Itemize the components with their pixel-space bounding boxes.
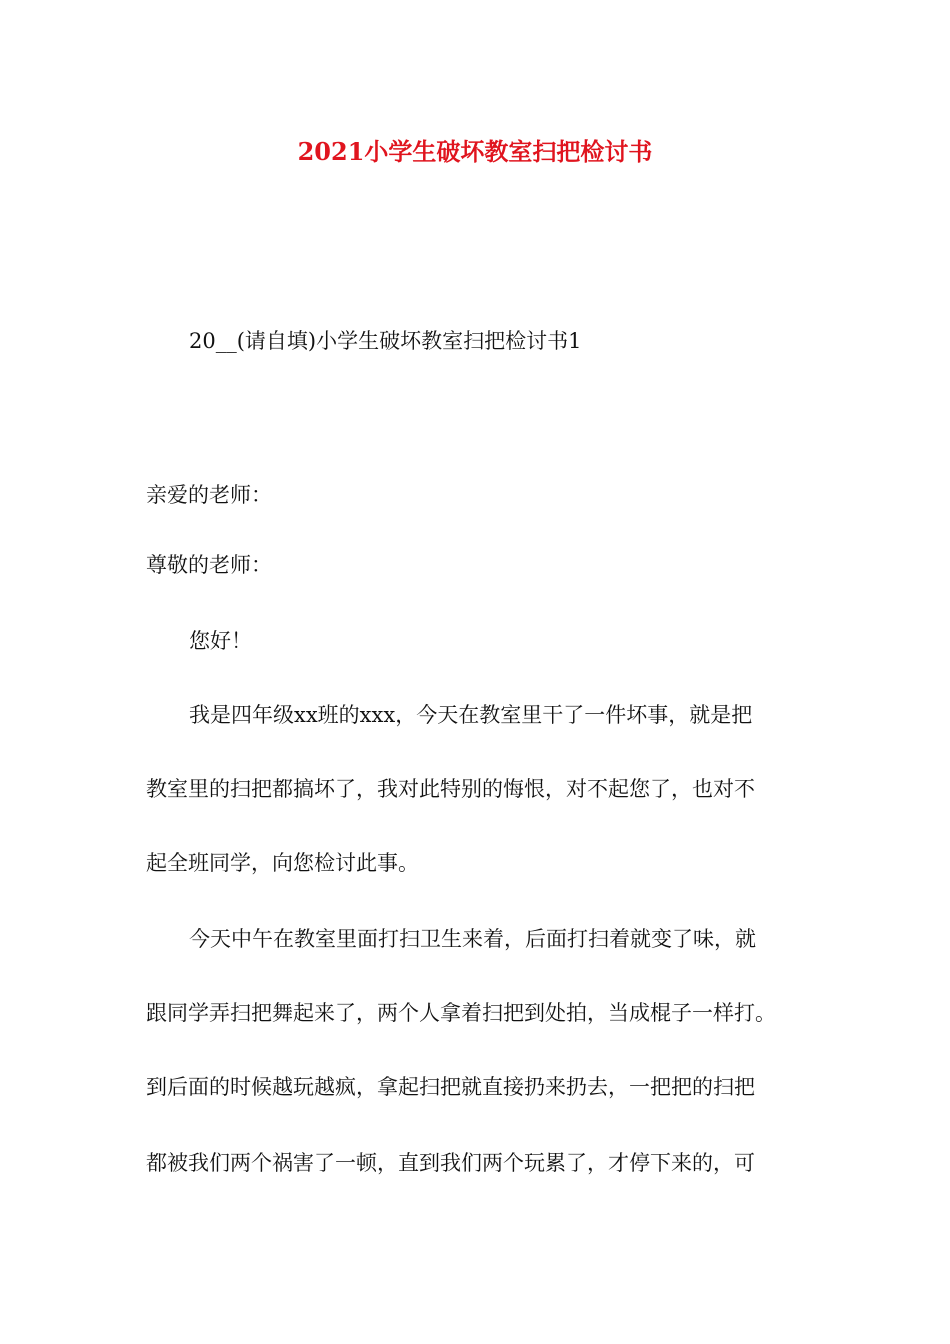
paragraph-1-line: 起全班同学，向您检讨此事。 (146, 851, 419, 875)
salutation-line-1: 亲爱的老师： (146, 483, 272, 507)
paragraph-1-line: 教室里的扫把都搞坏了，我对此特别的悔恨，对不起您了，也对不 (146, 777, 755, 801)
salutation-line-2: 尊敬的老师： (146, 553, 272, 577)
document-subtitle: 20__(请自填)小学生破坏教室扫把检讨书1 (189, 329, 582, 353)
document-title: 2021小学生破坏教室扫把检讨书 (297, 137, 653, 166)
paragraph-2-line: 都被我们两个祸害了一顿，直到我们两个玩累了，才停下来的，可 (146, 1151, 755, 1175)
greeting-line: 您好！ (189, 629, 252, 653)
paragraph-1-line: 我是四年级xx班的xxx，今天在教室里干了一件坏事，就是把 (189, 703, 753, 727)
paragraph-2-line: 今天中午在教室里面打扫卫生来着，后面打扫着就变了味，就 (189, 927, 756, 951)
paragraph-2-line: 到后面的时候越玩越疯，拿起扫把就直接扔来扔去，一把把的扫把 (146, 1075, 755, 1099)
paragraph-2-line: 跟同学弄扫把舞起来了，两个人拿着扫把到处拍，当成棍子一样打。 (146, 1001, 776, 1025)
